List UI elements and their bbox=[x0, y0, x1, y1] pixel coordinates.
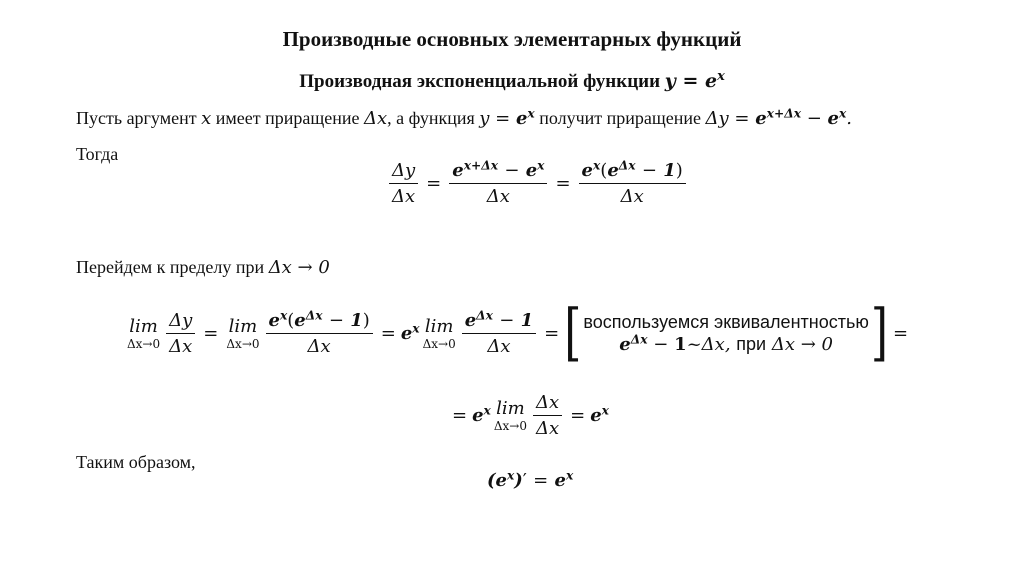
equivalence-formula: $e^{\Delta x}$ − 1~Δx, при Δx → 0 bbox=[619, 332, 833, 355]
fraction-dx-dx: $\frac{\Delta x}{\Delta x}$ bbox=[533, 392, 562, 439]
fraction-numerator: $e^{x+\Delta x} - e^x$ bbox=[449, 160, 547, 184]
limit-operator: lim Δx→0 bbox=[226, 315, 260, 351]
limit-condition: Δx → 0 bbox=[268, 257, 330, 278]
exp-result: $e^x$ bbox=[590, 403, 609, 426]
equals-sign: = bbox=[555, 173, 571, 194]
fraction-denominator: Δx bbox=[392, 186, 416, 207]
fraction-dy-dx bbox=[389, 160, 418, 207]
exp-factor: $e^x$ bbox=[472, 403, 491, 426]
limit-operator: lim Δx→0 bbox=[422, 315, 456, 351]
fraction-denominator: Δx bbox=[620, 186, 644, 207]
limit-line bbox=[76, 257, 330, 278]
exp-factor: $e^x$ bbox=[400, 321, 420, 344]
final-result: $(e^x)' = e^x$ bbox=[487, 468, 574, 491]
conclusion-text: Таким образом, bbox=[76, 452, 196, 472]
then-label: Тогда bbox=[76, 144, 119, 164]
intro-text-3: , а функция bbox=[387, 108, 475, 128]
equals-sign: = bbox=[452, 405, 468, 426]
equals-sign: = bbox=[380, 323, 396, 344]
limit-equation bbox=[124, 297, 913, 369]
intro-increment-expr: $\Delta y = e^{x+\Delta x} - e^x$. bbox=[705, 106, 853, 129]
fraction-factored bbox=[579, 160, 686, 207]
fraction-factored: $\frac{e^x(e^{\Delta x} - 1)}{\Delta x}$ bbox=[266, 310, 373, 357]
fraction-denominator: Δx bbox=[486, 186, 510, 207]
right-bracket: ] bbox=[870, 297, 888, 369]
equivalence-note bbox=[581, 311, 870, 357]
limit-text: Перейдем к пределу при bbox=[76, 257, 265, 277]
equals-sign: = bbox=[544, 323, 560, 344]
subtitle-formula: $y = e^x$ bbox=[664, 68, 725, 92]
fraction-numerator: $e^x(e^{\Delta x} - 1)$ bbox=[579, 160, 686, 184]
intro-var-x: x bbox=[201, 108, 212, 129]
increment-ratio-equation bbox=[386, 160, 689, 207]
intro-delta-x: Δx bbox=[363, 108, 388, 129]
fraction-increment bbox=[449, 160, 547, 207]
intro-text-4: получит приращение bbox=[539, 108, 702, 128]
equals-sign: = bbox=[893, 323, 909, 344]
equals-sign: = bbox=[570, 405, 586, 426]
left-bracket: [ bbox=[564, 297, 582, 369]
fraction-dy-dx: $\frac{\Delta y}{\Delta x}$ bbox=[166, 310, 195, 357]
intro-line bbox=[76, 108, 852, 129]
section-subtitle bbox=[0, 70, 1024, 93]
limit-result-equation bbox=[447, 392, 609, 439]
page-title: Производные основных элементарных функций bbox=[282, 27, 742, 51]
intro-function: $y = e^x$ bbox=[479, 106, 535, 129]
intro-text-2: имеет приращение bbox=[215, 108, 360, 128]
equals-sign: = bbox=[203, 323, 219, 344]
limit-operator: lim Δx→0 bbox=[493, 397, 527, 433]
fraction-exp-minus-one: $\frac{e^{\Delta x} - 1}{\Delta x}$ bbox=[462, 310, 536, 357]
limit-operator: lim Δx→0 bbox=[127, 315, 161, 351]
intro-text-1: Пусть аргумент bbox=[76, 108, 197, 128]
subtitle-text: Производная экспоненциальной функции bbox=[299, 71, 661, 92]
fraction-numerator: Δy bbox=[389, 160, 418, 184]
equals-sign: = bbox=[426, 173, 442, 194]
equivalence-text: воспользуемся эквивалентностью bbox=[583, 311, 869, 332]
